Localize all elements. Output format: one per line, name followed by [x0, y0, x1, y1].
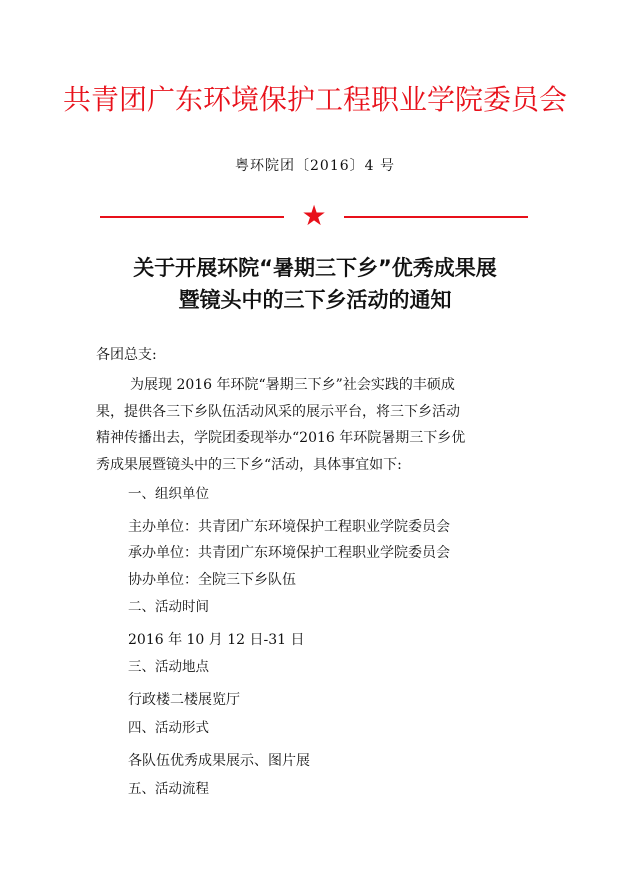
section-line-location: 行政楼二楼展览厅: [128, 692, 240, 708]
section-heading-process: 五、活动流程: [128, 781, 209, 797]
divider-line-right: [344, 216, 528, 218]
intro-line: 果，提供各三下乡队伍活动风采的展示平台，将三下乡活动: [96, 403, 460, 420]
notice-title-line-2: 暨镜头中的三下乡活动的通知: [178, 288, 452, 312]
section-heading-time: 二、活动时间: [128, 599, 209, 615]
intro-line: 为展现 2016 年环院“暑期三下乡”社会实践的丰硕成: [130, 377, 455, 393]
salutation: 各团总支:: [96, 347, 157, 363]
section-line-host: 主办单位：共青团广东环境保护工程职业学院委员会: [128, 519, 450, 535]
section-line-co-organizer: 协办单位：全院三下乡队伍: [128, 572, 296, 588]
section-heading-organizers: 一、组织单位: [128, 486, 209, 502]
red-divider: [100, 199, 528, 232]
section-line-format: 各队伍优秀成果展示、图片展: [128, 753, 310, 769]
section-heading-format: 四、活动形式: [128, 720, 209, 736]
notice-title: [0, 252, 630, 316]
section-line-organizer: 承办单位：共青团广东环境保护工程职业学院委员会: [128, 545, 450, 561]
document-number: 粤环院团〔2016〕4 号: [235, 158, 395, 174]
section-line-time: 2016 年 10 月 12 日-31 日: [128, 632, 305, 648]
issuing-organization-title: 共青团广东环境保护工程职业学院委员会: [62, 83, 567, 116]
intro-line: 精神传播出去，学院团委现举办“2016 年环院暑期三下乡优: [96, 430, 466, 446]
intro-line: 秀成果展暨镜头中的三下乡“活动，具体事宜如下:: [96, 456, 402, 473]
section-heading-location: 三、活动地点: [128, 659, 209, 675]
star-icon: ★: [301, 199, 327, 232]
divider-line-left: [100, 216, 284, 218]
notice-title-line-1: 关于开展环院“暑期三下乡”优秀成果展: [133, 256, 497, 280]
intro-paragraph: [96, 372, 536, 478]
